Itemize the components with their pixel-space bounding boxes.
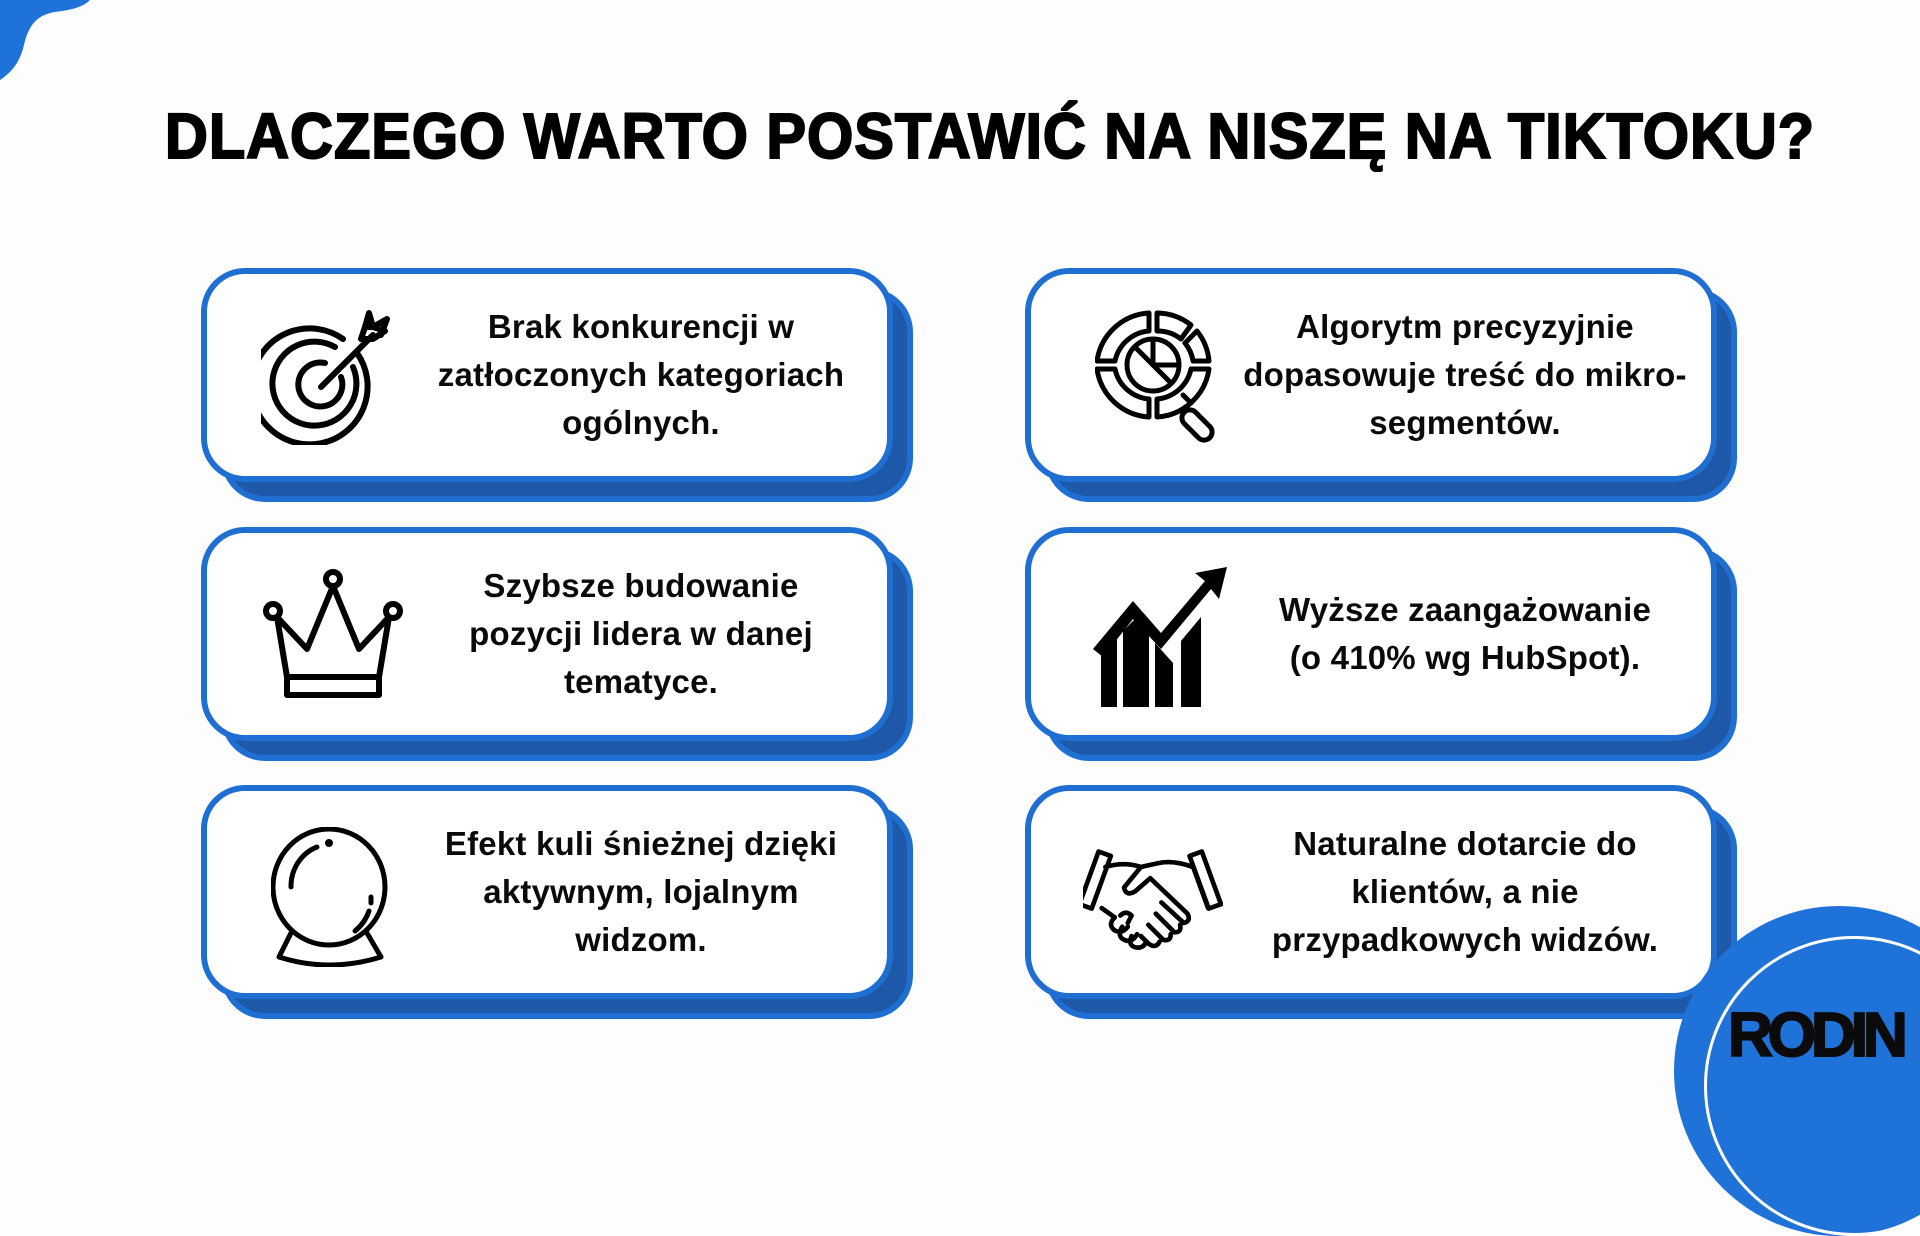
card-text-line: aktywnym, lojalnym [483, 873, 799, 910]
card-text-line: Brak konkurencji w [487, 308, 795, 345]
benefit-card-engagement [1025, 527, 1717, 741]
page-title: DLACZEGO WARTO POSTAWIĆ NA NISZĘ NA TIKTOKU? [164, 99, 1816, 172]
benefit-card-natural-reach [1025, 785, 1717, 999]
card-text [1225, 268, 1705, 482]
card-text-line: widzom. [575, 921, 707, 958]
card-text [1225, 527, 1705, 741]
card-text [401, 527, 881, 741]
card-text-line: tematyce. [563, 663, 719, 700]
growth-chart-icon [1093, 567, 1233, 707]
benefit-card-leader-position [201, 527, 893, 741]
card-text-line: ogólnych. [562, 404, 720, 441]
card-text-line: klientów, a nie [1351, 873, 1579, 910]
card-text-line: (o 410% wg HubSpot). [1289, 639, 1641, 676]
card-text-line: Algorytm precyzyjnie [1296, 308, 1634, 345]
card-text-line: zatłoczonych kategoriach [437, 356, 845, 393]
card-text [1225, 785, 1705, 999]
card-text [401, 785, 881, 999]
crown-icon [263, 567, 403, 707]
card-text-line: Wyższe zaangażowanie [1278, 591, 1651, 628]
benefit-card-algorithm [1025, 268, 1717, 482]
card-text-line: Efekt kuli śnieżnej dzięki [444, 825, 838, 862]
corner-blob-decoration [0, 0, 100, 90]
card-text [401, 268, 881, 482]
card-text-line: segmentów. [1369, 404, 1561, 441]
chart-magnifier-icon [1095, 303, 1235, 443]
target-arrow-icon [261, 305, 401, 445]
benefit-card-snowball-effect [201, 785, 893, 999]
card-text-line: pozycji lidera w danej [469, 615, 813, 652]
card-text-line: przypadkowych widzów. [1271, 921, 1659, 958]
benefit-card-no-competition [201, 268, 893, 482]
card-text-line: dopasowuje treść do mikro- [1243, 356, 1687, 393]
crystal-ball-icon [271, 827, 411, 967]
card-text-line: Szybsze budowanie [483, 567, 799, 604]
card-text-line: Naturalne dotarcie do [1293, 825, 1637, 862]
brand-logo: RODIN [1728, 1001, 1903, 1070]
handshake-icon [1083, 825, 1223, 965]
